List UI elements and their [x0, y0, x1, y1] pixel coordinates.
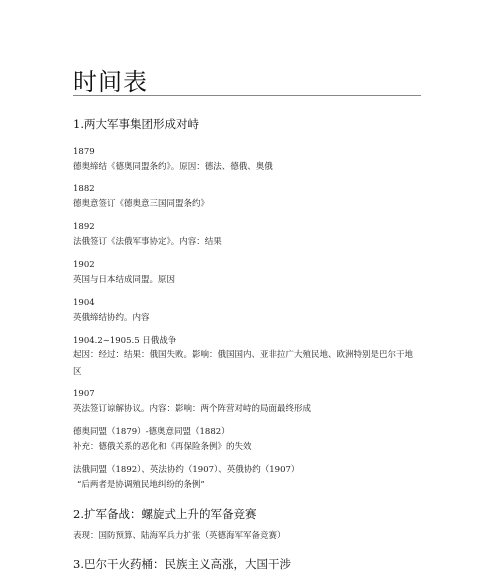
- section-heading-2: 2.扩军备战：螺旋式上升的军备竞赛: [73, 507, 257, 521]
- entry-text-1879: 德奥缔结《德奥同盟条约》。原因：德法、德俄、奥俄: [73, 162, 273, 172]
- summary-line-1a: 德奥同盟（1879）-德奥意同盟（1882）: [73, 427, 230, 437]
- entry-text-1902: 英国与日本结成同盟。原因: [73, 275, 176, 285]
- section-heading-1: 1.两大军事集团形成对峙: [73, 117, 199, 131]
- summary-line-2b: “后两者是协调殖民地纠纷的条例”: [77, 480, 205, 490]
- entry-year-1882: 1882: [73, 184, 95, 194]
- entry-year-1902: 1902: [73, 260, 95, 270]
- entry-year-russo-japanese-war: 1904.2~1905.5 日俄战争: [73, 336, 177, 346]
- summary-line-2a: 法俄同盟（1892）、英法协约（1907）、英俄协约（1907）: [73, 465, 300, 475]
- summary-line-1b: 补充：德俄关系的恶化和《再保险条例》的失效: [73, 442, 252, 452]
- entry-year-1904: 1904: [73, 298, 95, 308]
- entry-text-1904: 英俄缔结协约。内容: [73, 313, 150, 323]
- page-title: 时间表: [73, 68, 148, 96]
- entry-text-russo-japanese-war: 起因：经过：结果：俄国失败。影响：俄国国内、亚非拉广大殖民地、欧洲特别是巴尔干地区: [73, 350, 414, 377]
- entry-year-1892: 1892: [73, 222, 95, 232]
- entry-text-1907: 英法签订谅解协议。内容：影响：两个阵营对峙的局面最终形成: [73, 404, 312, 414]
- section-heading-3: 3.巴尔干火药桶：民族主义高涨，大国干涉: [73, 557, 291, 571]
- entry-year-1879: 1879: [73, 147, 95, 157]
- entry-year-1907: 1907: [73, 389, 95, 399]
- entry-text-1882: 德奥意签订《德奥意三国同盟条约》: [73, 199, 210, 209]
- title-divider: [73, 95, 421, 96]
- entry-text-1892: 法俄签订《法俄军事协定》。内容：结果: [73, 237, 222, 247]
- section-2-text: 表现：国防预算、陆海军兵力扩张（英德海军军备竞赛）: [73, 531, 286, 541]
